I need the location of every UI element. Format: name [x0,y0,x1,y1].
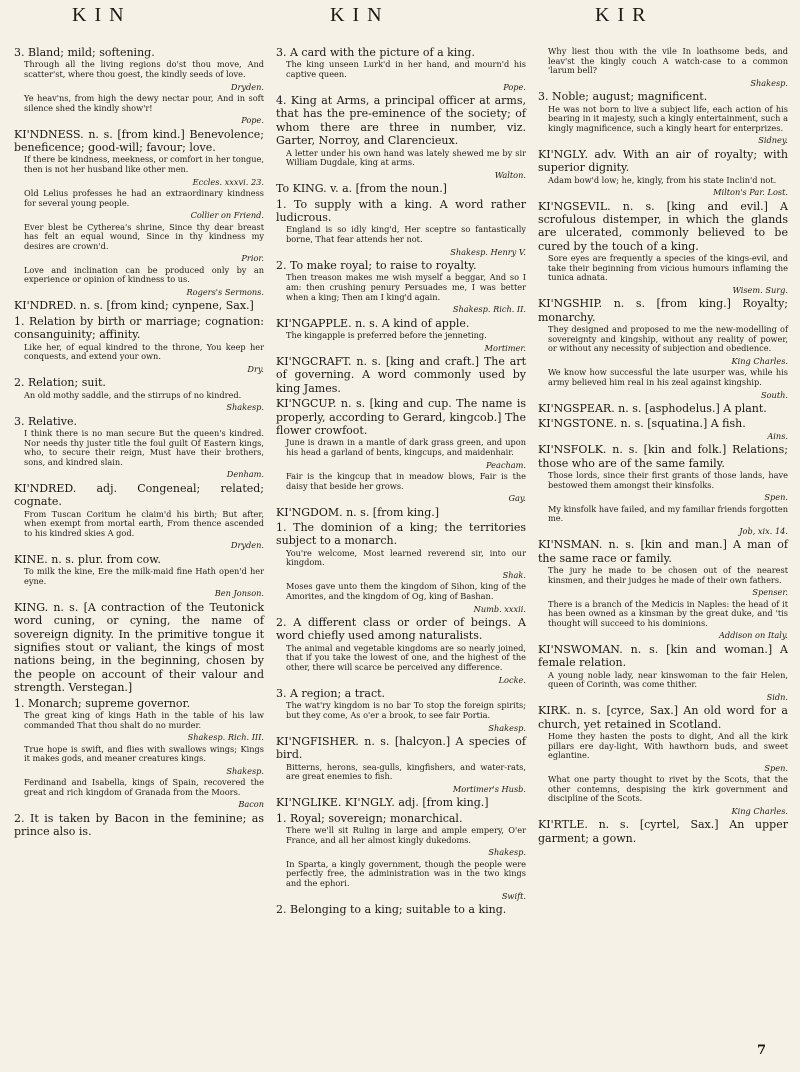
entry-definition: KI'RTLE. n. s. [cyrtel, Sax.] An upper garment; a gown. [538,818,788,845]
dictionary-entry [276,687,526,733]
entry-quotation: An old mothy saddle, and the stirrups of no kindred. [24,389,242,400]
dictionary-entry [14,94,264,126]
dictionary-entry [14,376,264,412]
entry-quotation: The great king of kings Hath in the table of his law commanded That thou shalt do no murder. [24,710,264,730]
dictionary-entry [276,46,526,92]
quotation-source: Ben Jonson. [214,588,264,599]
entry-definition: KI'NGAPPLE. n. s. A kind of apple. [276,316,470,330]
dictionary-entry [14,266,264,298]
entry-quotation: I think there is no man secure But the queen's kindred. Nor needs thy juster title the foul guilt Of Eastern kings, who, to secure their reign, Must have their brothers, sons, and kindred slain. [24,428,264,467]
entry-quotation: Moses gave unto them the kingdom of Sihon, king of the Amorites, and the kingdom of Og, king of Bashan. [286,581,526,602]
quotation-source: Sidn. [766,691,788,702]
entry-definition: KI'NSWOMAN. n. s. [kin and woman.] A female relation. [538,642,788,670]
quotation-source: Job, xix. 14. [739,525,788,536]
dictionary-entry [538,775,788,816]
entry-quotation: Why liest thou with the vile In loathsome beds, and leav'st the kingly couch A watch-case to a common 'larum bell? [548,46,788,76]
quotation-source: Swift. [501,890,526,901]
entry-quotation: A young noble lady, near kinswoman to the fair Helen, queen of Corinth, was come thither. [548,669,788,690]
dictionary-entry [14,315,264,374]
entry-quotation: You're welcome, Most learned reverend sir, into our kingdom. [286,547,526,568]
entry-quotation: We know how successful the late usurper was, while his army believed him real in his zeal against kingship. [548,367,788,387]
page-number: 7 [756,1043,766,1058]
quotation-source: Gay. [508,493,526,504]
entry-definition: 2. Relation; suit. [14,376,106,390]
entry-definition: 3. A region; a tract. [276,687,386,701]
entry-quotation: Old Lelius professes he had an extraordinary kindness for several young people. [24,188,264,208]
quotation-source: Mortimer's Husb. [452,784,526,795]
dictionary-entry [14,223,264,264]
dictionary-entry [538,90,788,146]
quotation-source: Numb. xxxii. [473,603,526,614]
dictionary-entry [276,317,526,353]
dictionary-entry [14,553,264,599]
entry-quotation: Those lords, since their first grants of those lands, have bestowed them amongst their kinsfolks. [548,470,788,490]
dictionary-entry [14,697,264,743]
entry-definition: 1. To supply with a king. A word rather ludicrous. [276,197,526,225]
quotation-source: Shakesp. Rich. III. [187,732,264,743]
dictionary-entry [276,796,526,809]
entry-definition: KI'NGDOM. n. s. [from king.] [276,505,440,519]
quotation-source: South. [761,389,788,400]
dictionary-entry [276,94,526,180]
dictionary-entry [276,259,526,315]
entry-quotation: There we'll sit Ruling in large and ample empery, O'er France, and all her almost kingly dukedoms. [286,825,526,845]
entry-quotation: They designed and proposed to me the new-modelling of sovereignty and kingship, without any reality of power, or without any necessity of subjection and obedience. [548,324,788,354]
quotation-source: Shakesp. [488,847,526,858]
entry-definition: 2. It is taken by Bacon in the feminine; as prince also is. [14,811,264,839]
entry-quotation: England is so idly king'd, Her sceptre so fantastically borne, That fear attends her not. [286,224,526,245]
quotation-source: Denham. [226,469,264,480]
quotation-source: Collier on Friend. [190,210,264,221]
entry-definition: KI'NGFISHER. n. s. [halcyon.] A species of bird. [276,735,526,762]
entry-quotation: Like her, of equal kindred to the throne, You keep her conquests, and extend your own. [24,341,264,362]
entry-definition: KI'NGLY. adv. With an air of royalty; with superior dignity. [538,147,788,175]
entry-definition: KI'NGLIKE. KI'NGLY. adj. [from king.] [276,796,489,810]
column-left [8,46,270,1046]
entry-quotation: He was not born to live a subject life, each action of his bearing in it majesty, such a kingly entertainment, such a kingly magnificence, such a kingly heart for enterprizes. [548,103,788,133]
quotation-source: Spen. [764,492,788,503]
quotation-source: Eccles. xxxvi. 23. [192,176,264,187]
running-headers [0,4,800,44]
entry-quotation: Then treason makes me wish myself a beggar, And so I am: then crushing penury Persuades me, I was better when a king; Then am I king'd again. [286,272,526,302]
quotation-source: Shakesp. Rich. II. [452,304,526,315]
quotation-source: King Charles. [731,356,788,366]
column-right [532,46,794,1046]
entry-definition: KI'NSFOLK. n. s. [kin and folk.] Relations; those who are of the same family. [538,443,788,470]
entry-quotation: Sore eyes are frequently a species of the kings-evil, and take their beginning from vicious humours inflaming the tunica adnata. [548,253,788,283]
dictionary-entry [14,415,264,480]
dictionary-entry [538,505,788,537]
entry-quotation: Through all the living regions do'st thou move, And scatter'st, where thou goest, the kindly seeds of love. [24,59,264,79]
dictionary-entry [14,601,264,695]
entry-definition: KI'NGCRAFT. n. s. [king and craft.] The art of governing. A word commonly used by king James. [276,355,526,395]
entry-definition: To KING. v. a. [from the noun.] [276,182,447,196]
dictionary-entry [538,704,788,773]
entry-quotation: There is a branch of the Medicis in Naples: the head of it has been owned as a kinsman by the great duke, and 'tis thought will succeed to his dominions. [548,598,788,628]
dictionary-entry [538,443,788,502]
quotation-source: Dryden. [230,540,264,551]
quotation-source: Rogers's Sermons. [186,286,264,297]
quotation-source: Bacon [238,799,264,810]
entry-definition: 1. Relation by birth or marriage; cognation: consanguinity; affinity. [14,314,264,342]
dictionary-entry [14,299,264,312]
entry-quotation: What one party thought to rivet by the Scots, that the other contemns, despising the kirk government and discipline of the Scots. [548,774,788,804]
entry-quotation: The wat'ry kingdom is no bar To stop the foreign spirits; but they come, As o'er a brook, to see fair Portia. [286,700,526,721]
dictionary-entry [14,812,264,839]
entry-quotation: Fair is the kingcup that in meadow blows, Fair is the daisy that beside her grows. [286,471,526,491]
quotation-source: Shakesp. Henry V. [450,246,526,257]
entry-definition: KI'NDRED. n. s. [from kind; cynpene, Sax.] [14,299,254,313]
entry-quotation: The jury he made to be chosen out of the nearest kinsmen, and their judges he made of their own fathers. [548,565,788,585]
dictionary-entry [538,148,788,198]
entry-definition: KI'NGSTONE. n. s. [squatina.] A fish. [538,417,746,431]
quotation-source: Ains. [767,430,788,441]
entry-quotation: The king unseen Lurk'd in her hand, and mourn'd his captive queen. [286,59,526,79]
quotation-source: Spenser. [752,587,788,598]
dictionary-entry [276,735,526,794]
dictionary-entry [538,818,788,845]
entry-quotation: A letter under his own hand was lately shewed me by sir William Dugdale, king at arms. [286,147,526,168]
dictionary-entry [276,506,526,519]
quotation-source: Dry. [247,363,264,374]
entry-definition: KI'NDNESS. n. s. [from kind.] Benevolence; beneficence; good-will; favour; love. [14,127,264,154]
quotation-source: Shakesp. [750,77,788,88]
quotation-source: Sidney. [758,135,788,146]
dictionary-entry [14,128,264,187]
entry-definition: 2. A different class or order of beings. A word chiefly used among naturalists. [276,616,526,643]
dictionary-entry [538,600,788,641]
dictionary-entry [14,482,264,551]
dictionary-entry [276,812,526,858]
entry-quotation: The kingapple is preferred before the jenneting. [286,330,487,341]
entry-definition: 3. A card with the picture of a king. [276,46,475,59]
entry-quotation: Home they hasten the posts to dight, And all the kirk pillars ere day-light, With hawthorn buds, and sweet eglantine. [548,731,788,761]
entry-quotation: If there be kindness, meekness, or comfort in her tongue, then is not her husband like other men. [24,154,264,174]
entry-definition: KINE. n. s. plur. from cow. [14,552,161,566]
dictionary-entry [538,417,788,441]
quotation-source: Pope. [503,81,526,92]
quotation-source: Walton. [494,169,526,180]
dictionary-entry [538,368,788,400]
dictionary-entry [538,402,788,415]
entry-quotation: Ye heav'ns, from high the dewy nectar pour, And in soft silence shed the kindly show'r! [24,93,264,113]
entry-definition: 1. Royal; sovereign; monarchical. [276,811,463,825]
quotation-source: Shakesp. [488,722,526,733]
entry-quotation: The animal and vegetable kingdoms are so nearly joined, that if you take the lowest of one, and the highest of the other, there will scarce be perceived any difference. [286,642,526,673]
entry-definition: 3. Bland; mild; softening. [14,46,155,59]
entry-quotation: Ever blest be Cytherea's shrine, Since thy dear breast has felt an equal wound, Since in thy kindness my desires are crown'd. [24,221,264,251]
quotation-source: Mortimer. [484,342,526,353]
dictionary-entry [276,198,526,257]
quotation-source: Shak. [502,570,526,581]
entry-definition: KI'NGSPEAR. n. s. [asphodelus.] A plant. [538,402,767,415]
dictionary-entry [538,297,788,366]
columns [8,46,796,1046]
dictionary-entry [276,182,526,195]
entry-definition: KI'NSMAN. n. s. [kin and man.] A man of the same race or family. [538,538,788,565]
dictionary-entry [276,472,526,504]
quotation-source: Addison on Italy. [719,630,788,641]
entry-quotation: True hope is swift, and flies with swallows wings; Kings it makes gods, and meaner creatures kings. [24,743,264,764]
quotation-source: Dryden. [230,81,264,92]
entry-definition: 1. Monarch; supreme governor. [14,696,191,710]
dictionary-entry [538,538,788,597]
quotation-source: Wisem. Surg. [732,285,788,295]
dictionary-entry [538,200,788,296]
dictionary-entry [276,521,526,580]
entry-definition: KI'NDRED. adj. Congeneal; related; cognate. [14,481,264,509]
dictionary-entry [276,582,526,614]
entry-definition: KI'NGSEVIL. n. s. [king and evil.] A scrofulous distemper, in which the glands are ulcerated, commonly believed to be cured by the touch of a king. [538,199,788,253]
dictionary-entry [14,745,264,777]
entry-definition: 4. King at Arms, a principal officer at arms, that has the pre-eminence of the society; of whom there are three in number, viz. Garter, Norroy, and Clarencieux. [276,94,526,148]
entry-quotation: To milk the kine, Ere the milk-maid fine Hath open'd her eyne. [24,566,264,586]
quotation-source: Peacham. [486,459,526,470]
dictionary-entry [276,860,526,901]
entry-definition: 2. Belonging to a king; suitable to a king. [276,903,507,917]
entry-quotation: Love and inclination can be produced only by an experience or opinion of kindness to us. [24,264,264,285]
entry-definition: KI'NGCUP. n. s. [king and cup. The name is properly, according to Gerard, kingcob.] The flower crowfoot. [276,397,526,438]
entry-definition: 3. Relative. [14,414,78,428]
quotation-source: Locke. [498,674,526,685]
running-head-left: KIN [72,4,132,26]
entry-definition: 3. Noble; august; magnificent. [538,90,708,104]
quotation-source: King Charles. [731,806,788,816]
entry-quotation: Ferdinand and Isabella, kings of Spain, recovered the great and rich kingdom of Granada from the Moors. [24,777,264,797]
dictionary-entry [276,616,526,685]
dictionary-entry [276,355,526,395]
running-head-right: KIR [595,4,654,26]
dictionary-entry [276,397,526,470]
running-head-center: KIN [330,4,390,26]
quotation-source: Shakesp. [226,402,264,413]
dictionary-entry [538,47,788,88]
entry-definition: KIRK. n. s. [cyrce, Sax.] An old word for a church, yet retained in Scotland. [538,704,788,731]
dictionary-entry [538,643,788,702]
entry-definition: KING. n. s. [A contraction of the Teutonick word cuning, or cyning, the name of sovereign dignity. In the primitive tongue it signifies stout or valiant, the kings of most nations being, in the beginning, chosen by the people on account of their valour and strength. Verstegan.] [14,600,264,695]
entry-quotation: Adam bow'd low; he, kingly, from his state Inclin'd not. [548,174,777,185]
dictionary-entry [14,189,264,221]
dictionary-entry [14,46,264,92]
quotation-source: Spen. [764,762,788,773]
quotation-source: Pope. [241,115,264,126]
entry-definition: 1. The dominion of a king; the territories subject to a monarch. [276,521,526,548]
dictionary-entry [276,903,526,916]
entry-definition: 2. To make royal; to raise to royalty. [276,259,477,273]
entry-quotation: June is drawn in a mantle of dark grass green, and upon his head a garland of bents, kingcups, and maidenhair. [286,437,526,458]
quotation-source: Milton's Par. Lost. [713,187,788,198]
entry-quotation: From Tuscan Coritum he claim'd his birth; But after, when exempt from mortal earth, From thence ascended to his kindred skies A god. [24,508,264,538]
entry-definition: KI'NGSHIP. n. s. [from king.] Royalty; monarchy. [538,297,788,324]
entry-quotation: Bitterns, herons, sea-gulls, kingfishers, and water-rats, are great enemies to fish. [286,761,526,782]
entry-quotation: My kinsfolk have failed, and my familiar friends forgotten me. [548,503,788,524]
dictionary-entry [14,778,264,810]
column-middle [270,46,532,1046]
quotation-source: Prior. [241,253,264,264]
quotation-source: Shakesp. [226,765,264,776]
entry-quotation: In Sparta, a kingly government, though the people were perfectly free, the administration was in the two kings and the ephori. [286,858,526,889]
